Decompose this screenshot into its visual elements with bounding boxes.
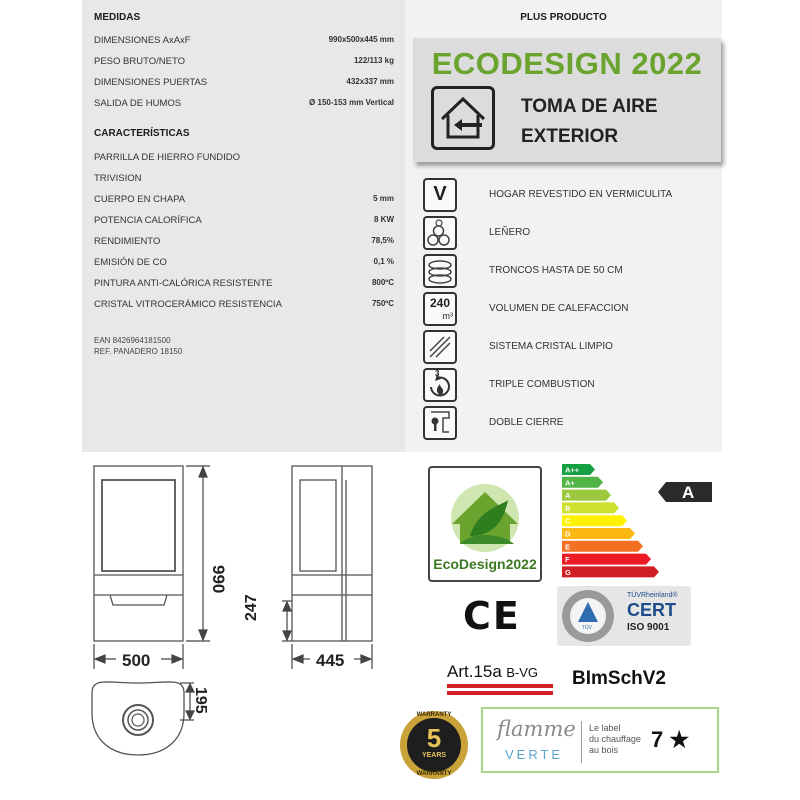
vermiculite-v-icon — [423, 178, 457, 212]
energy-class-label: A+ — [565, 478, 575, 488]
feature-text: HOGAR REVESTIDO EN VERMICULITA — [489, 189, 673, 200]
flamme-label-line: du chauffage — [589, 734, 641, 744]
spec-row — [94, 35, 394, 49]
height-dimension — [186, 466, 210, 641]
spec-row — [94, 173, 394, 187]
inlet-dimension — [282, 601, 292, 641]
log-store-icon — [423, 216, 457, 250]
technical-drawings — [80, 455, 400, 800]
verte-word: VERTE — [505, 747, 564, 762]
feature-item — [417, 368, 717, 404]
tuv-iso-label: ISO 9001 — [627, 622, 670, 633]
spec-label: PINTURA ANTI-CALÓRICA RESISTENTE — [94, 278, 273, 289]
medidas-title: MEDIDAS — [94, 12, 141, 23]
feature-item — [417, 216, 717, 252]
spec-value: 0,1 % — [373, 257, 394, 266]
feature-item — [417, 292, 717, 328]
logs-icon — [423, 254, 457, 288]
flamme-stars-rating: 7 ★ — [651, 727, 690, 752]
spec-value: 432x337 mm — [346, 77, 394, 86]
tuv-seal-icon — [560, 588, 616, 644]
spec-row — [94, 194, 394, 208]
flamme-label-line: au bois — [589, 745, 619, 755]
energy-class-label: D — [565, 529, 571, 539]
spec-row — [94, 257, 394, 271]
volume-number: 240 — [429, 296, 451, 310]
energy-class-bar — [562, 566, 659, 577]
energy-class-bar — [562, 515, 627, 526]
spec-value: 122/113 kg — [353, 56, 394, 65]
double-lock-icon — [423, 406, 457, 440]
spec-label: TRIVISION — [94, 173, 142, 184]
air-intake-line2: EXTERIOR — [521, 126, 619, 147]
air-intake-text — [521, 92, 658, 152]
feature-text: SISTEMA CRISTAL LIMPIO — [489, 341, 613, 352]
caracteristicas-title: CARACTERÍSTICAS — [94, 128, 190, 139]
spec-value: 8 KW — [374, 215, 394, 224]
svg-text:TÜV: TÜV — [582, 625, 592, 631]
depth-label: 445 — [316, 651, 345, 670]
art15a-suffix: B-VG — [506, 665, 539, 680]
eco-house-icon — [430, 470, 540, 560]
spec-label: DIMENSIONES AxAxF — [94, 35, 191, 46]
energy-class-bar — [562, 502, 619, 513]
spec-label: POTENCIA CALORÍFICA — [94, 215, 202, 226]
energy-class-bar — [562, 528, 635, 539]
energy-class-label: C — [565, 516, 571, 526]
warranty-seal — [399, 707, 469, 785]
air-intake-house-icon — [431, 86, 495, 150]
flue-offset-dimension — [180, 683, 194, 720]
spec-value: 990x500x445 mm — [328, 35, 394, 44]
feature-text: VOLUMEN DE CALEFACCION — [489, 303, 629, 314]
side-view-drawing — [292, 466, 372, 641]
spec-row — [94, 152, 394, 166]
spec-label: EMISIÓN DE CO — [94, 257, 167, 268]
plus-panel — [405, 0, 722, 452]
feature-text: LEÑERO — [489, 227, 531, 238]
spec-row — [94, 215, 394, 229]
energy-bars — [562, 464, 659, 577]
warranty-top-text: WARRANTY — [416, 712, 452, 718]
art15a-badge — [447, 662, 553, 695]
art15a-stripe — [447, 691, 553, 695]
combustion-number: 3 — [435, 369, 440, 378]
spec-value: 800ºC — [371, 278, 394, 287]
feature-item — [417, 254, 717, 290]
specs-panel — [82, 0, 405, 452]
spec-value: Ø 150-153 mm Vertical — [309, 98, 394, 107]
feature-text: DOBLE CIERRE — [489, 417, 564, 428]
ecodesign-logo — [428, 466, 542, 582]
ean-code: EAN 8426964181500 — [94, 336, 171, 345]
spec-row — [94, 77, 394, 91]
volume-unit: m³ — [442, 311, 453, 321]
flamme-label — [589, 723, 651, 756]
height-label: 990 — [209, 565, 228, 594]
spec-label: PARRILLA DE HIERRO FUNDIDO — [94, 152, 241, 163]
ecodesign-title: ECODESIGN 2022 — [431, 46, 703, 81]
art15a-label: Art.15a — [447, 662, 502, 681]
spec-row — [94, 236, 394, 250]
feature-text: TRIPLE COMBUSTION — [489, 379, 595, 390]
spec-value: 5 mm — [373, 194, 394, 203]
energy-class-label: A — [565, 491, 571, 501]
top-view-drawing — [92, 682, 184, 755]
warranty-bottom-text: WARRANTY — [416, 771, 452, 777]
feature-item — [417, 330, 717, 366]
energy-class-label: B — [565, 503, 571, 513]
flue-offset-label: 195 — [192, 687, 209, 714]
ecodesign-box — [413, 38, 721, 162]
flamme-verte-badge — [481, 707, 719, 773]
energy-class-bar — [562, 541, 643, 552]
warranty-years-word: YEARS — [421, 752, 447, 759]
spec-label: PESO BRUTO/NETO — [94, 56, 185, 67]
air-intake-line1: TOMA DE AIRE — [521, 96, 658, 117]
inlet-height-label: 247 — [243, 594, 260, 621]
spec-label: RENDIMIENTO — [94, 236, 161, 247]
energy-rating-value: A — [682, 483, 695, 502]
flamme-label-line: Le label — [589, 723, 621, 733]
spec-label: DIMENSIONES PUERTAS — [94, 77, 208, 88]
triple-combustion-icon — [423, 368, 457, 402]
tuv-cert-label: CERT — [627, 600, 676, 620]
spec-row — [94, 98, 394, 112]
vermiculite-glyph: V — [433, 183, 447, 205]
feature-item — [417, 178, 717, 214]
feature-text: TRONCOS HASTA DE 50 CM — [489, 265, 623, 276]
spec-label: SALIDA DE HUMOS — [94, 98, 182, 109]
ce-mark: CE — [463, 594, 521, 638]
spec-value: 78,5% — [371, 236, 394, 245]
spec-label: CRISTAL VITROCERÁMICO RESISTENCIA — [94, 299, 282, 310]
flamme-word: flamme — [497, 717, 576, 741]
front-view-drawing — [94, 466, 183, 641]
spec-row — [94, 56, 394, 70]
width-label: 500 — [122, 651, 151, 670]
spec-row — [94, 299, 394, 313]
clean-glass-icon — [423, 330, 457, 364]
spec-label: CUERPO EN CHAPA — [94, 194, 186, 205]
ref-code: REF. PANADERO 18150 — [94, 347, 183, 356]
energy-class-label: F — [565, 555, 570, 565]
bimschv2-label: BImSchV2 — [572, 668, 666, 689]
energy-class-label: A++ — [565, 465, 580, 475]
spec-value: 750ºC — [371, 299, 394, 308]
tuv-certificate — [557, 586, 691, 646]
plus-title: PLUS PRODUCTO — [520, 12, 607, 23]
energy-label — [562, 462, 722, 580]
tuv-brand: TÜVRheinland® — [627, 592, 678, 599]
flamme-divider — [581, 721, 582, 763]
feature-item — [417, 406, 717, 442]
energy-class-label: E — [565, 542, 571, 552]
warranty-years: 5 — [426, 723, 442, 753]
ecodesign-logo-label: EcoDesign2022 — [433, 556, 537, 572]
energy-class-bar — [562, 554, 651, 565]
volume-icon — [423, 292, 457, 326]
spec-row — [94, 278, 394, 292]
energy-class-label: G — [565, 567, 571, 577]
